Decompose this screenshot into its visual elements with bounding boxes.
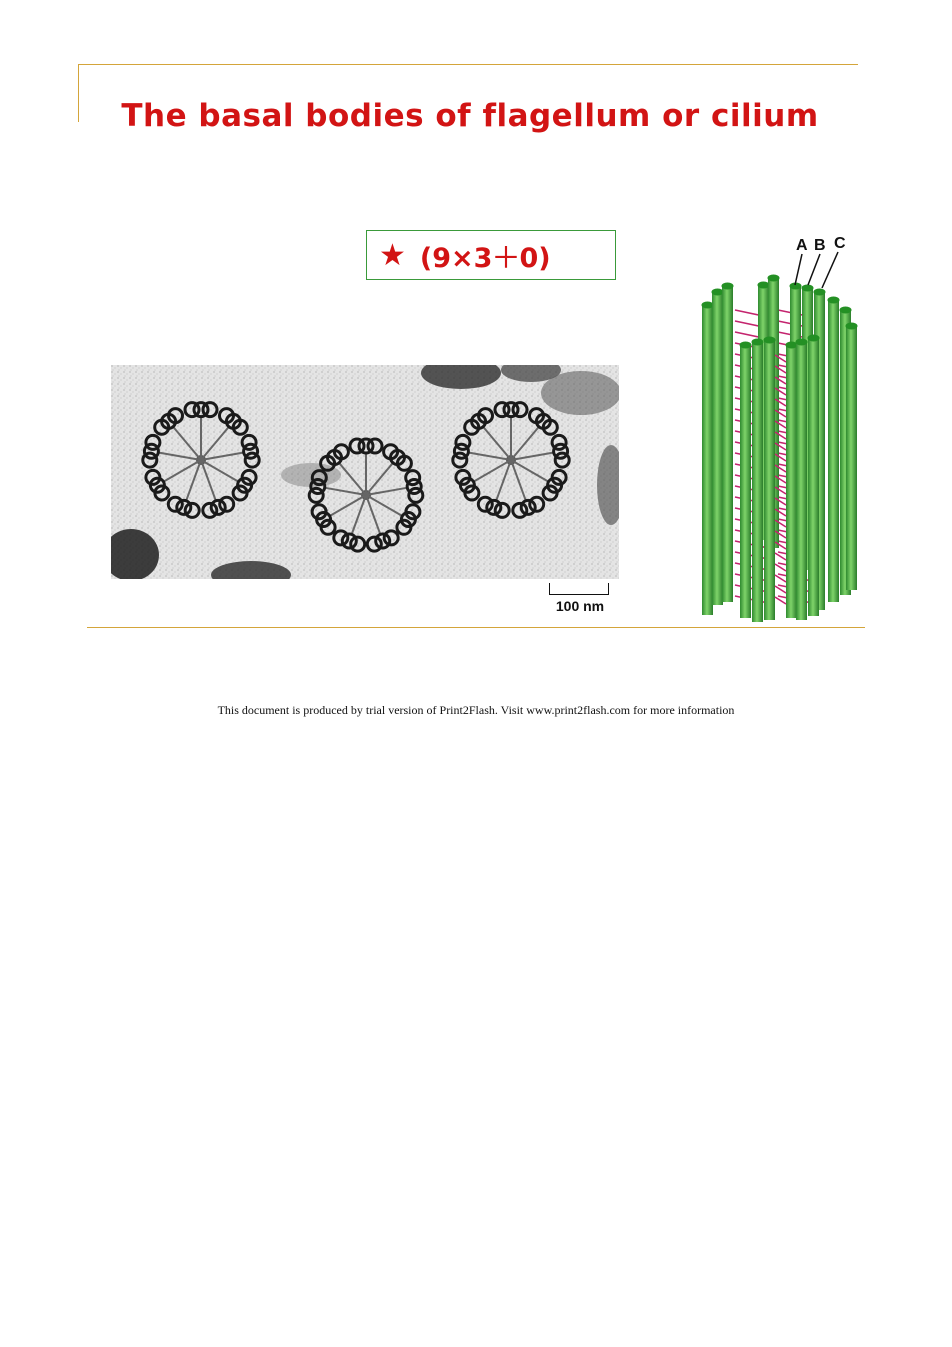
- slide-top-rule: [79, 64, 858, 65]
- triplet-microtubules: [702, 275, 858, 623]
- electron-micrograph: [111, 365, 619, 579]
- link-fiber: [735, 563, 768, 570]
- triplet-label-b: B: [814, 237, 826, 254]
- formula-box: [366, 230, 616, 280]
- link-fiber: [735, 585, 768, 592]
- dark-blob: [541, 371, 619, 415]
- link-fiber: [735, 596, 768, 603]
- link-fiber: [735, 552, 768, 559]
- microtubule-column: [712, 292, 723, 605]
- microtubule-column: [722, 286, 733, 602]
- triplet-label-a: A: [796, 237, 808, 254]
- leader-line-c: [822, 252, 838, 288]
- microtubule-column: [808, 338, 819, 616]
- leader-line-b: [808, 254, 820, 285]
- microtubule-column: [846, 326, 857, 590]
- microtubule-column: [828, 300, 839, 602]
- microtubule-column: [740, 345, 751, 618]
- scale-bar-label: 100 nm: [555, 598, 605, 614]
- microtubule-column: [764, 340, 775, 620]
- triplet-label-c: C: [834, 235, 846, 252]
- link-fiber: [735, 541, 768, 548]
- leader-line-a: [795, 254, 802, 285]
- microtubule-column: [702, 305, 713, 615]
- trial-notice: This document is produced by trial version of Print2Flash. Visit www.print2flash.com for more information: [217, 703, 735, 717]
- microtubule-column: [786, 345, 797, 618]
- link-fiber: [735, 574, 768, 581]
- microtubule-column: [796, 342, 807, 620]
- slide-title: The basal bodies of flagellum or cilium: [121, 98, 819, 134]
- slide-bottom-rule: [87, 627, 865, 628]
- star-icon: ★: [379, 237, 406, 273]
- scale-bar: [549, 583, 609, 595]
- formula-text: (9×3＋0): [419, 242, 551, 274]
- basal-body-3d-model: [690, 230, 860, 625]
- microtubule-column: [752, 342, 763, 622]
